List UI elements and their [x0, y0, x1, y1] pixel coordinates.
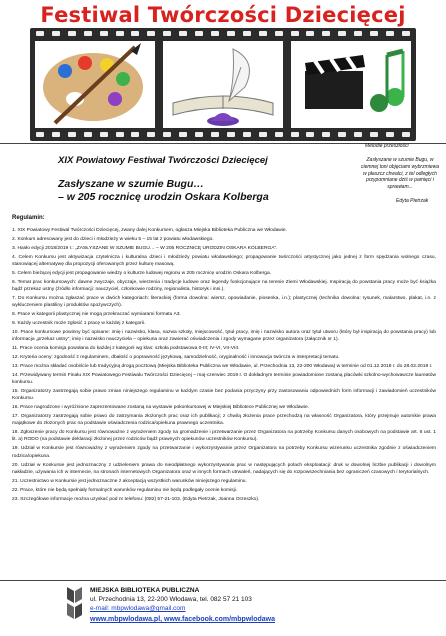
regulation-item: 14. Przewidywany termin Finału XIX Powiatowego Festiwalu Twórczości Dziecięcej – maj-czerwiec 2019 r. O dokładnym terminie powiadomione zostaną placówki szkolno-wychowawcze laureatów konkursu. — [12, 373, 436, 386]
festival-heading: XIX Powiatowy Festiwał Twórczości Dziecięcej — [58, 155, 268, 166]
regulation-item: 20. Udział w Konkursie jest jednoznaczny z udzieleniem prawa do nieodpłatnego wykorzystywania prac w następujących polach eksploatacji: druk w dowolnej liczbie publikacji i dowolnym nakładzie, używania ich w internecie, na stronach internetowych Organizatora oraz w innych formach utrwaleń, nadających się do rozpowszechniania bez ograniczeń czasowych i terytorialnych. — [12, 462, 436, 475]
film-strip-banner — [30, 28, 416, 141]
quote-author: Edyta Pietrzak — [396, 198, 429, 204]
quote-text: Zasłyszane w szumie Bugu, w ciemnej toni objęciami wybrzmiewa w płaszcz chwalci, z tel odległych przypomniane dziś w pamięci i sprawiam... — [360, 157, 440, 190]
library-name: MIEJSKA BIBLIOTEKA PUBLICZNA — [90, 587, 200, 594]
regulation-item: 17. Organizatorzy zastrzegają sobie prawo do zatrzymania złożonych prac oraz ich publikacji; z chwilą złożenia prace przechodzą na własność Organizatora, który przejmuje autorskie prawa majątkowe do złożonych prac na podstawie oświadczenia rodzica/opiekuna prawnego uczestnika. — [12, 414, 436, 427]
regulation-item: 7. Do Konkursu można zgłaszać prace w dwóch kategoriach: literackiej (forma dowolna: wiersz, opowiadanie, piosenka, i.n.); plastycznej (technika dowolna: rysunek, malarstwo, plakat, i.n. z wykluczeniem plastiliny i produktów spożywczych). — [12, 296, 436, 309]
regulation-item: 6. Temat prac konkursowych: dawne zwyczaje, obyczaje, wierzenia i tradycje ludowe oraz legendy funkcjonujące na terenie Ziemi Włodawskiej. Inspiracją do powstania pracy może być książka bądź przekaz ustny (źródło informacji: nauczyciel, członkowie rodziny, regionalista, historyk i inni.). — [12, 279, 436, 293]
regulation-item: 23. Szczegółowe informacje można uzyskać pod nr telefonu: (082) 57-21-103, (Edyta Pietrzak, Joanna Orzeszko). — [12, 496, 260, 502]
regulation-item: 2. Konkurs adresowany jest do dzieci i młodzieży w wieku 5 – 15 lat z powiatu włodawskiego. — [12, 236, 214, 242]
regulation-item: 8. Prace w kategorii plastycznej nie mogą przekraczać wymiarami formatu A3. — [12, 312, 181, 318]
regulation-item: 5. Celem bieżącej edycji jest propagowanie wiedzy o kulturze ludowej regionu w 205 rocznicę urodzin Oskara Kolberga. — [12, 270, 272, 276]
regulation-item: 3. Hasło edycji 2018/2019 r.: „ZASŁYSZANE W SZUMIE BUGU… – W 205 ROCZNICĘ URODZIN OSKARA KOLBERGA”. — [12, 245, 278, 251]
regulation-item: 13. Prace można składać osobiście lub tradycyjną drogą pocztową (Miejska Biblioteka Publiczna we Włodawie, ul. Przechodnia 13, 22-200 Włodawa) w terminie od 01.12.2018 r. do 28.02.2019 r. — [12, 364, 433, 370]
footer-divider — [0, 580, 446, 581]
regulation-item: 10. Prace konkursowe powinny być opisane: imię i nazwisko, klasa, nazwa szkoły, miejscowość, tytuł pracy, imię i nazwisko autora oraz tytuł utworu (który był inspiracją do powstania pracy) lub informacja „przekaz ustny”, imię i nazwisko nauczyciela – opiekuna oraz zawierać oświadczenia i zgody wymagane przez organizatora (załącznik nr 1). — [12, 330, 436, 343]
festival-subtitle: Zasłyszane w szumie Bugu… — [58, 178, 204, 190]
regulation-item: 19. Udział w Konkursie jest równoważny z wyrażeniem zgody na przetwarzanie i wykorzystywanie przez Organizatora na potrzeby Konkursu wizerunku uczestnika zgodnie z oświadczeniem rodzica/opiekuna. — [12, 446, 436, 459]
regulation-item: 16. Prace nagrodzone i wyróżnione zaprezentowane zostaną na wystawie pokonkursowej w Miejskiej Bibliotece Publicznej we Włodawie. — [12, 405, 310, 411]
regulations-list — [12, 227, 436, 504]
book-frame — [163, 41, 283, 128]
regulation-item: 11. Prace ocenia komisja powołana do każdej z kategorii wg klas: szkoła podstawowa 0-III; IV-VI, VII-VIII. — [12, 346, 240, 352]
regulation-item: 12. Kryteria oceny: zgodność z regulaminem, dbałość o poprawność językową, samodzielność, oryginalność i innowacja twórcza w interpretacji tematu. — [12, 355, 340, 361]
music-frame — [291, 41, 411, 128]
regulations-title: Regulamin: — [12, 215, 45, 221]
film-perforations-bottom — [36, 132, 410, 138]
regulation-item: 4. Celem Konkursu jest aktywizacja czytelnicza i kulturalna dzieci i młodzieży powiatu włodawskiego; propagowanie twórczości artystycznej jako jednej z form spędzania wolnego czasu, stanowiącej alternatywę dla propozycji oferowanych przez kulturę masową. — [12, 254, 436, 268]
regulation-item: 21. Uczestnictwo w Konkursie jest jednoznaczne z akceptacją wszystkich warunków niniejszego regulaminu. — [12, 478, 247, 484]
library-website-link[interactable]: www.mbpwlodawa.pl, www.facebook.com/mbpwlodawa — [90, 616, 276, 623]
regulation-item: 9. Każdy uczestnik może zgłosić 1 pracę w każdej z kategorii. — [12, 321, 146, 327]
regulation-item: 18. Zgłoszenie pracy do Konkursu jest równoważne z wyrażeniem zgody na gromadzenie i przetwarzanie przez Organizatora na potrzeby Konkursu danych osobowych na podstawie art. 6 ust. 1 lit. a) RODO (na podstawie deklaracji złożonej przez rodziców bądź prawnych opiekunów uczestników Konkursu). — [12, 430, 436, 443]
library-address: ul. Przechodnia 13, 22-200 Włodawa, tel. 082 57 21 103 — [90, 596, 252, 603]
paint-palette-icon — [35, 41, 155, 128]
library-email-link[interactable]: e-mail: mbpwlodawa@gmail.com — [90, 605, 186, 612]
festival-anniversary: – w 205 rocznicę urodzin Oskara Kolberga — [58, 191, 269, 203]
regulation-item: 22. Prace, które nie będą spełniały formalnych warunków regulaminu nie będą podlegały ocenie komisji. — [12, 487, 238, 493]
regulation-item: 15. Organizatorzy zastrzegają sobie prawo zmian niniejszego regulaminu w każdym czasie bez podania przyczyny przy zastosowaniu odpowiednich form informacji i zawiadomień uczestników Konkursu. — [12, 389, 436, 402]
quote-heading: Melodie przeszłości — [365, 143, 409, 149]
regulation-item: 1. XIX Powiatowy Festiwal Twórczości Dziecięcej, zwany dalej Konkursem, ogłasza Miejska Biblioteka Publiczna we Włodawie. — [12, 228, 287, 233]
film-perforations-top — [36, 31, 410, 37]
festival-title: Festiwal Twórczości Dziecięcej — [40, 3, 406, 27]
library-logo — [64, 583, 84, 625]
book-quill-icon — [163, 41, 283, 128]
palette-frame — [35, 41, 155, 128]
music-clapper-icon — [291, 41, 411, 128]
